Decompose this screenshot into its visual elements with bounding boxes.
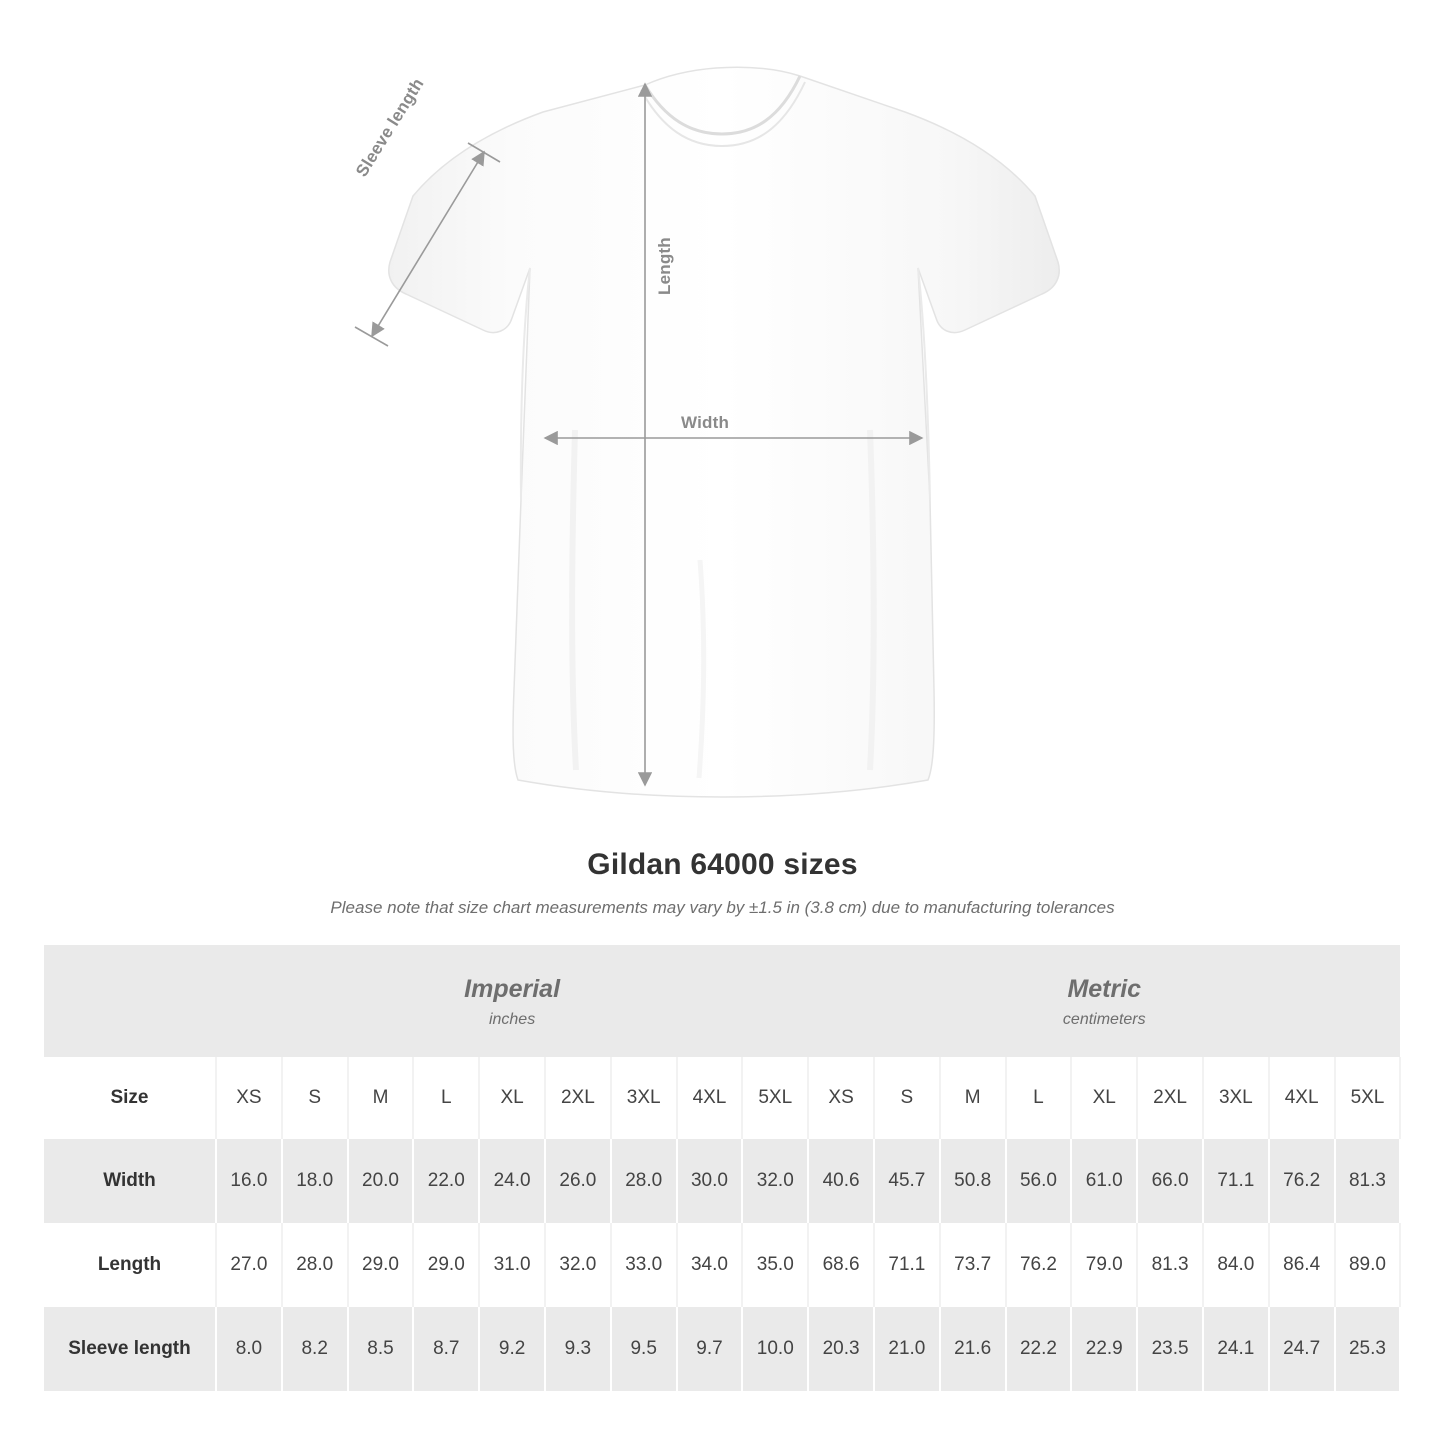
value-cell: 29.0 [413, 1223, 479, 1307]
size-cell: S [282, 1057, 348, 1139]
value-cell: 9.5 [611, 1307, 677, 1391]
value-cell: 45.7 [874, 1139, 940, 1223]
value-cell: 10.0 [742, 1307, 808, 1391]
page-title: Gildan 64000 sizes [587, 848, 858, 881]
unit-imperial-sub: inches [488, 1010, 536, 1028]
value-cell: 8.7 [413, 1307, 479, 1391]
size-table-wrap [44, 945, 1401, 1391]
value-cell: 32.0 [545, 1223, 611, 1307]
row-label-sleeve-length: Sleeve length [44, 1307, 216, 1391]
title-block [0, 848, 1445, 918]
value-cell: 24.1 [1203, 1307, 1269, 1391]
table-row-length [44, 1223, 1400, 1307]
value-cell: 9.7 [677, 1307, 743, 1391]
unit-imperial-name: Imperial [464, 974, 561, 1003]
value-cell: 81.3 [1335, 1139, 1401, 1223]
unit-metric-name: Metric [1067, 974, 1142, 1003]
value-cell: 73.7 [940, 1223, 1006, 1307]
table-row-size [44, 1057, 1400, 1139]
value-cell: 22.2 [1006, 1307, 1072, 1391]
size-cell: M [348, 1057, 414, 1139]
size-cell: XL [479, 1057, 545, 1139]
value-cell: 50.8 [940, 1139, 1006, 1223]
row-label-width: Width [44, 1139, 216, 1223]
size-cell: 3XL [1203, 1057, 1269, 1139]
value-cell: 79.0 [1071, 1223, 1137, 1307]
value-cell: 9.2 [479, 1307, 545, 1391]
value-cell: 32.0 [742, 1139, 808, 1223]
size-cell: XS [808, 1057, 874, 1139]
value-cell: 35.0 [742, 1223, 808, 1307]
value-cell: 8.0 [216, 1307, 282, 1391]
table-row-sleeve-length [44, 1307, 1400, 1391]
value-cell: 56.0 [1006, 1139, 1072, 1223]
unit-header-metric [808, 945, 1400, 1057]
size-cell: 5XL [742, 1057, 808, 1139]
value-cell: 8.5 [348, 1307, 414, 1391]
size-cell: S [874, 1057, 940, 1139]
value-cell: 84.0 [1203, 1223, 1269, 1307]
value-cell: 81.3 [1137, 1223, 1203, 1307]
size-cell: 4XL [677, 1057, 743, 1139]
width-label: Width [681, 413, 730, 432]
value-cell: 16.0 [216, 1139, 282, 1223]
value-cell: 22.9 [1071, 1307, 1137, 1391]
value-cell: 23.5 [1137, 1307, 1203, 1391]
unit-header-spacer [44, 945, 216, 1057]
unit-header-row [44, 945, 1400, 1057]
value-cell: 24.0 [479, 1139, 545, 1223]
value-cell: 9.3 [545, 1307, 611, 1391]
size-cell: M [940, 1057, 1006, 1139]
row-label-length: Length [44, 1223, 216, 1307]
value-cell: 21.6 [940, 1307, 1006, 1391]
value-cell: 20.3 [808, 1307, 874, 1391]
size-table [44, 945, 1401, 1391]
value-cell: 71.1 [1203, 1139, 1269, 1223]
size-cell: 4XL [1269, 1057, 1335, 1139]
value-cell: 29.0 [348, 1223, 414, 1307]
value-cell: 26.0 [545, 1139, 611, 1223]
size-cell: XL [1071, 1057, 1137, 1139]
value-cell: 22.0 [413, 1139, 479, 1223]
value-cell: 76.2 [1006, 1223, 1072, 1307]
size-cell: L [413, 1057, 479, 1139]
value-cell: 20.0 [348, 1139, 414, 1223]
value-cell: 66.0 [1137, 1139, 1203, 1223]
value-cell: 71.1 [874, 1223, 940, 1307]
sleeve-length-label: Sleeve length [352, 74, 428, 181]
value-cell: 34.0 [677, 1223, 743, 1307]
value-cell: 89.0 [1335, 1223, 1401, 1307]
value-cell: 30.0 [677, 1139, 743, 1223]
value-cell: 76.2 [1269, 1139, 1335, 1223]
value-cell: 28.0 [282, 1223, 348, 1307]
unit-header-imperial [216, 945, 808, 1057]
value-cell: 61.0 [1071, 1139, 1137, 1223]
value-cell: 25.3 [1335, 1307, 1401, 1391]
value-cell: 24.7 [1269, 1307, 1335, 1391]
value-cell: 21.0 [874, 1307, 940, 1391]
value-cell: 28.0 [611, 1139, 677, 1223]
value-cell: 33.0 [611, 1223, 677, 1307]
size-cell: 5XL [1335, 1057, 1401, 1139]
length-label: Length [655, 237, 674, 295]
size-cell: 3XL [611, 1057, 677, 1139]
size-cell: 2XL [1137, 1057, 1203, 1139]
size-cell: XS [216, 1057, 282, 1139]
value-cell: 40.6 [808, 1139, 874, 1223]
value-cell: 8.2 [282, 1307, 348, 1391]
value-cell: 86.4 [1269, 1223, 1335, 1307]
value-cell: 31.0 [479, 1223, 545, 1307]
table-row-width [44, 1139, 1400, 1223]
value-cell: 27.0 [216, 1223, 282, 1307]
value-cell: 18.0 [282, 1139, 348, 1223]
row-label-size: Size [44, 1057, 216, 1139]
tolerance-note: Please note that size chart measurements may vary by ±1.5 in (3.8 cm) due to manufacturing tolerances [330, 898, 1115, 917]
unit-metric-sub: centimeters [1062, 1010, 1146, 1028]
value-cell: 68.6 [808, 1223, 874, 1307]
size-cell: 2XL [545, 1057, 611, 1139]
size-cell: L [1006, 1057, 1072, 1139]
